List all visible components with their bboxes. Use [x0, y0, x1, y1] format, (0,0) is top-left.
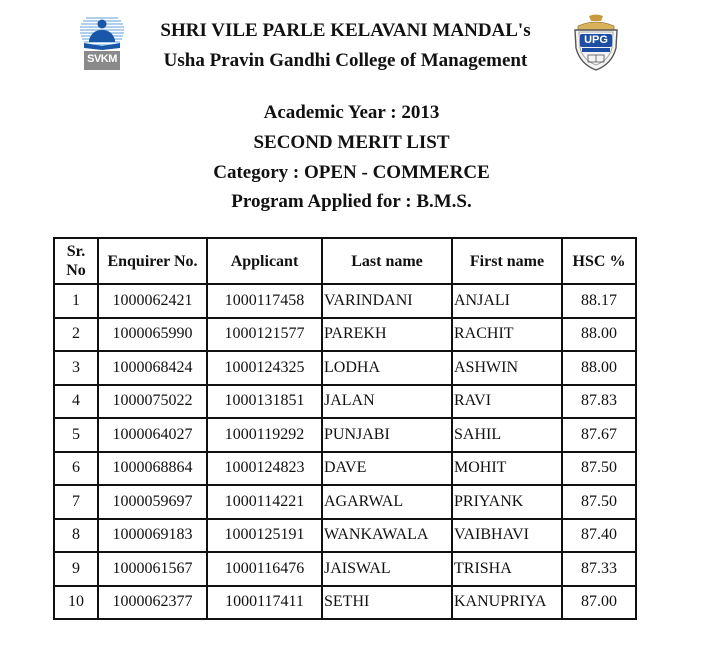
sr-no-cell: 10	[54, 586, 98, 620]
first-name-cell: VAIBHAVI	[452, 519, 562, 553]
organization-name: SHRI VILE PARLE KELAVANI MANDAL's	[160, 20, 531, 41]
table-row	[54, 485, 636, 519]
last-name-cell: WANKAWALA	[322, 519, 452, 553]
first-name-cell: KANUPRIYA	[452, 586, 562, 620]
sr-no-cell: 1	[54, 284, 98, 318]
sr-no-cell: 5	[54, 418, 98, 452]
applicant-cell: 1000117411	[207, 586, 322, 620]
first-name-cell: RAVI	[452, 385, 562, 419]
last-name-cell: LODHA	[322, 351, 452, 385]
first-name-cell: ANJALI	[452, 284, 562, 318]
table-row	[54, 318, 636, 352]
column-header-last-name: Last name	[322, 238, 452, 284]
enquirer-no-cell: 1000075022	[98, 385, 207, 419]
hsc-percent-cell: 87.40	[562, 519, 636, 553]
applicant-cell: 1000131851	[207, 385, 322, 419]
last-name-cell: PAREKH	[322, 318, 452, 352]
sr-no-cell: 3	[54, 351, 98, 385]
hsc-percent-cell: 87.50	[562, 485, 636, 519]
table-row	[54, 418, 636, 452]
applicant-cell: 1000114221	[207, 485, 322, 519]
svkm-logo-text: SVKM	[87, 53, 117, 65]
sr-no-cell: 9	[54, 552, 98, 586]
last-name-cell: PUNJABI	[322, 418, 452, 452]
enquirer-no-cell: 1000068864	[98, 452, 207, 486]
table-header-row	[54, 238, 636, 284]
applicant-cell: 1000124823	[207, 452, 322, 486]
sr-no-cell: 8	[54, 519, 98, 553]
last-name-cell: VARINDANI	[322, 284, 452, 318]
last-name-cell: AGARWAL	[322, 485, 452, 519]
applicant-cell: 1000124325	[207, 351, 322, 385]
academic-year: Academic Year : 2013	[263, 102, 440, 123]
hsc-percent-cell: 87.00	[562, 586, 636, 620]
enquirer-no-cell: 1000059697	[98, 485, 207, 519]
last-name-cell: JAISWAL	[322, 552, 452, 586]
table-row	[54, 519, 636, 553]
first-name-cell: TRISHA	[452, 552, 562, 586]
table-row	[54, 552, 636, 586]
table-row	[54, 452, 636, 486]
enquirer-no-cell: 1000069183	[98, 519, 207, 553]
first-name-cell: PRIYANK	[452, 485, 562, 519]
upg-crest-text: UPG	[584, 34, 608, 46]
table-row	[54, 385, 636, 419]
column-header-applicant: Applicant	[207, 238, 322, 284]
column-header-enquirer-no: Enquirer No.	[98, 238, 207, 284]
applicant-cell: 1000117458	[207, 284, 322, 318]
enquirer-no-cell: 1000062377	[98, 586, 207, 620]
category: Category : OPEN - COMMERCE	[213, 162, 490, 183]
applicant-cell: 1000125191	[207, 519, 322, 553]
table-body	[54, 284, 636, 619]
last-name-cell: JALAN	[322, 385, 452, 419]
first-name-cell: RACHIT	[452, 318, 562, 352]
first-name-cell: ASHWIN	[452, 351, 562, 385]
hsc-percent-cell: 87.33	[562, 552, 636, 586]
first-name-cell: SAHIL	[452, 418, 562, 452]
last-name-cell: SETHI	[322, 586, 452, 620]
sr-no-cell: 2	[54, 318, 98, 352]
hsc-percent-cell: 88.00	[562, 318, 636, 352]
applicant-cell: 1000116476	[207, 552, 322, 586]
sr-line-2: No	[66, 262, 86, 279]
hsc-percent-cell: 87.67	[562, 418, 636, 452]
applicant-cell: 1000121577	[207, 318, 322, 352]
sr-no-cell: 7	[54, 485, 98, 519]
program-applied: Program Applied for : B.M.S.	[231, 191, 472, 212]
enquirer-no-cell: 1000065990	[98, 318, 207, 352]
applicant-cell: 1000119292	[207, 418, 322, 452]
merit-list-title: SECOND MERIT LIST	[253, 132, 450, 153]
table-row	[54, 284, 636, 318]
column-header-sr-no	[54, 238, 98, 284]
sr-line-1: Sr.	[66, 243, 86, 260]
hsc-percent-cell: 88.17	[562, 284, 636, 318]
college-name: Usha Pravin Gandhi College of Management	[163, 50, 528, 71]
sr-no-cell: 6	[54, 452, 98, 486]
table-row	[54, 351, 636, 385]
hsc-percent-cell: 88.00	[562, 351, 636, 385]
sr-no-cell: 4	[54, 385, 98, 419]
hsc-percent-cell: 87.50	[562, 452, 636, 486]
column-header-hsc-percent: HSC %	[562, 238, 636, 284]
enquirer-no-cell: 1000061567	[98, 552, 207, 586]
first-name-cell: MOHIT	[452, 452, 562, 486]
enquirer-no-cell: 1000064027	[98, 418, 207, 452]
table-row	[54, 586, 636, 620]
merit-list-table	[53, 237, 637, 620]
enquirer-no-cell: 1000068424	[98, 351, 207, 385]
enquirer-no-cell: 1000062421	[98, 284, 207, 318]
column-header-first-name: First name	[452, 238, 562, 284]
hsc-percent-cell: 87.83	[562, 385, 636, 419]
last-name-cell: DAVE	[322, 452, 452, 486]
